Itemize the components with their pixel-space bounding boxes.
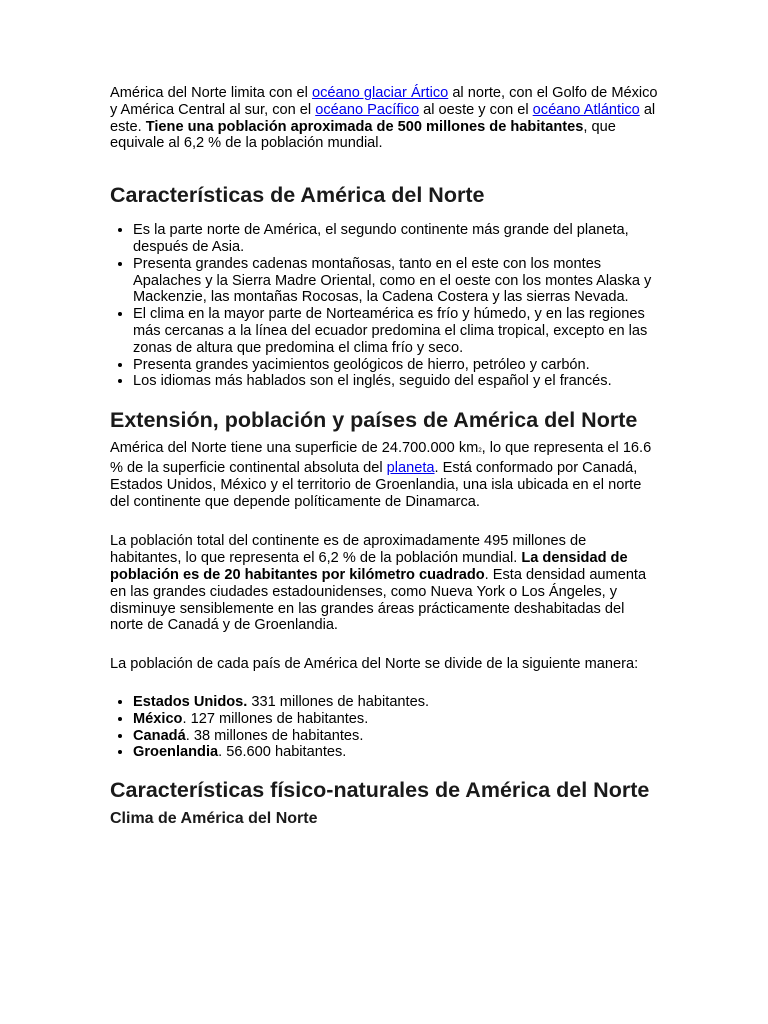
country-population: . 56.600 habitantes. (218, 744, 347, 761)
paragraph-text: . Está conformado por Canadá, Estados Unidos, México y el territorio de Groenlandia, una isla ubicada en el norte del continente que depende políticamente de Dinamarca. (110, 459, 642, 510)
list-item: • Presenta grandes cadenas montañosas, tanto en el este con los montes Apalaches y la Sierra Madre Oriental, como en el oeste con los montes Alaska y Mackenzie, las montañas Rocosas, la Cadena Costera y las sierras Nevada. (133, 256, 658, 306)
link-oceano-atlantico[interactable]: océano Atlántico (532, 101, 640, 118)
superscript: 2 (478, 448, 482, 455)
list-item (133, 694, 658, 711)
extension-paragraph (110, 440, 658, 510)
list-item: • El clima en la mayor parte de Norteamérica es frío y húmedo, y en las regiones más cercanas a la línea del ecuador predomina el clima tropical, excepto en las zonas de altura que predomina el clima frío y seco. (133, 306, 658, 356)
paragraph-text: . Esta densidad aumenta en las grandes ciudades estadounidenses, como Nueva York o Los Ángeles, y disminuye sensiblemente en las grandes áreas prácticamente deshabitadas del norte de Canadá y de Groenlandia. (110, 566, 647, 634)
paragraph-text: , lo que representa el 16.6 % de la superficie continental absoluta del (110, 440, 652, 476)
list-item (133, 711, 658, 728)
link-oceano-artico[interactable]: océano glaciar Ártico (311, 85, 449, 101)
country-name: Groenlandia (133, 744, 219, 761)
section-heading-fisico-naturales: Características físico-naturales de América del Norte (110, 778, 650, 803)
intro-text: al norte, con el Golfo de México y América Central al sur, con el (110, 85, 658, 118)
division-paragraph: La población de cada país de América del Norte se divide de la siguiente manera: (110, 656, 639, 673)
section-heading-caracteristicas: Características de América del Norte (110, 183, 485, 208)
intro-text: , que equivale al 6,2 % de la población mundial. (110, 118, 616, 152)
intro-bold: Tiene una población aproximada de 500 millones de habitantes (145, 118, 584, 135)
country-population: 331 millones de habitantes. (247, 693, 430, 710)
document-page (110, 85, 658, 829)
country-name: Estados Unidos. (133, 693, 248, 710)
country-name: Canadá (133, 727, 186, 744)
section-heading-extension: Extensión, población y países de América del Norte (110, 408, 638, 433)
country-name: México (133, 710, 183, 727)
link-oceano-pacifico[interactable]: océano Pacífico (315, 101, 420, 118)
list-item: • Los idiomas más hablados son el inglés, seguido del español y el francés. (133, 373, 658, 390)
list-item (133, 728, 658, 745)
country-population: . 38 millones de habitantes. (185, 727, 364, 744)
intro-text: al este. (110, 101, 656, 135)
poblacion-paragraph (110, 533, 658, 634)
link-planeta[interactable]: planeta (386, 459, 435, 476)
subheading-clima: Clima de América del Norte (110, 810, 318, 828)
list-item (133, 744, 658, 761)
countries-list (110, 694, 658, 761)
paragraph-text: La población total del continente es de aproximadamente 495 millones de habitantes, lo que representa el 6,2 % de la población mundial. (110, 533, 587, 567)
paragraph-bold: La densidad de población es de 20 habitantes por kilómetro cuadrado (110, 550, 628, 583)
list-item: • Presenta grandes yacimientos geológicos de hierro, petróleo y carbón. (133, 357, 658, 374)
intro-text: América del Norte limita con el (110, 85, 312, 101)
intro-paragraph (110, 85, 658, 152)
list-item: • Es la parte norte de América, el segundo continente más grande del planeta, después de Asia. (133, 222, 658, 256)
caracteristicas-list (110, 222, 658, 390)
paragraph-text: América del Norte tiene una superficie de 24.700.000 km (110, 440, 479, 457)
country-population: . 127 millones de habitantes. (182, 710, 369, 727)
intro-text: al oeste y con el (419, 101, 533, 118)
